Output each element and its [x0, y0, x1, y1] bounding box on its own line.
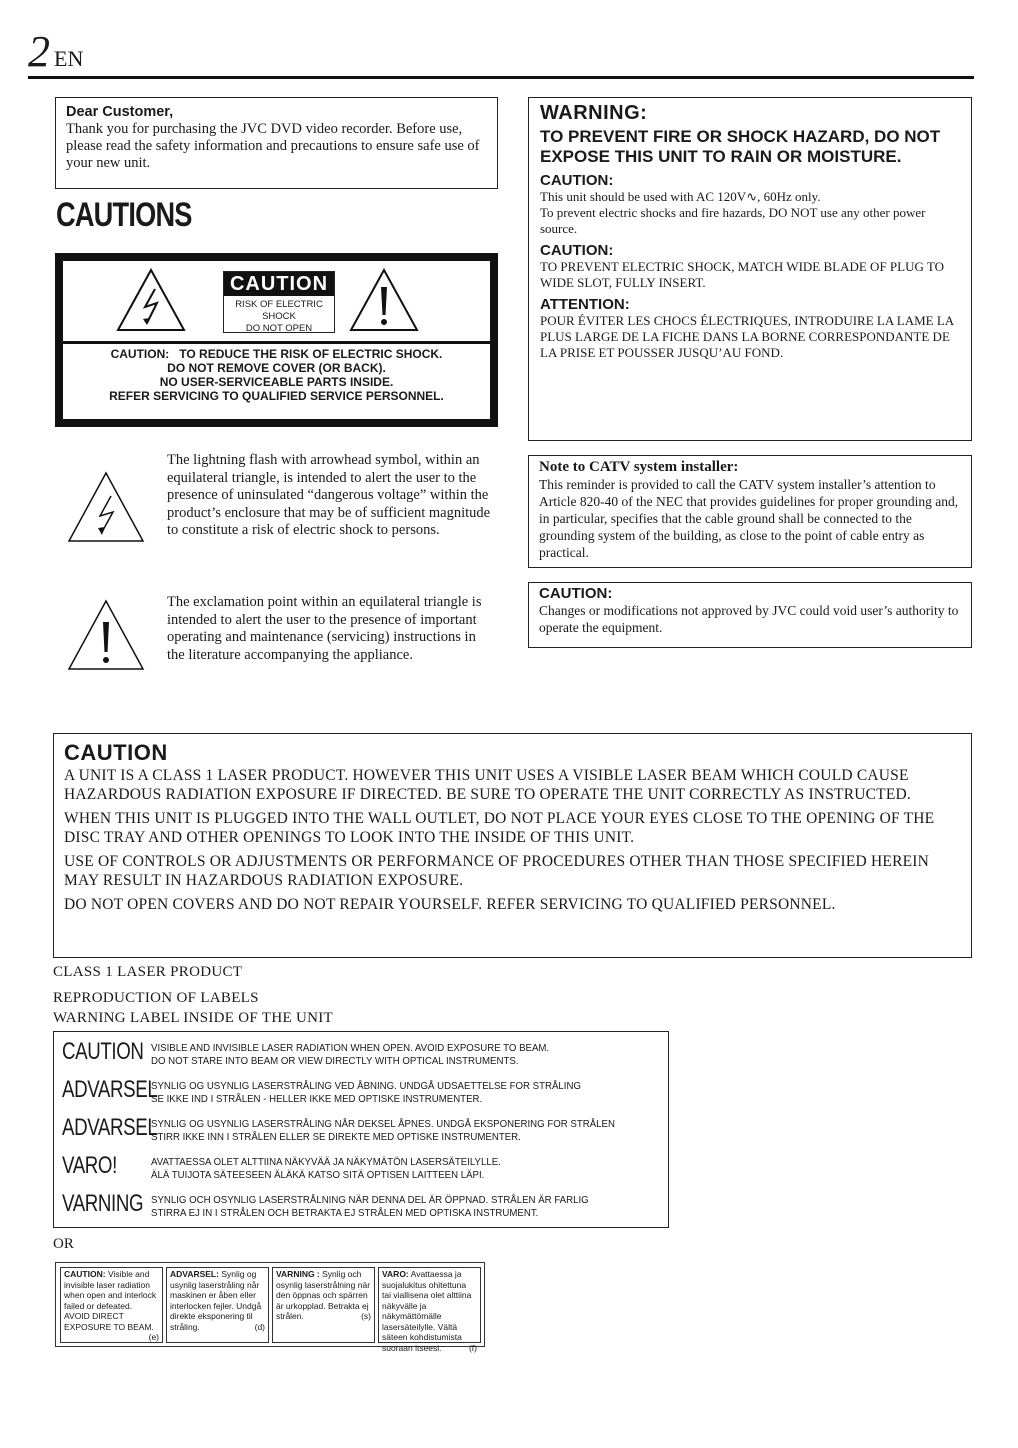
exclamation-symbol-text: The exclamation point within an equilateral triangle is intended to alert the user to the presence of important operating and maintenance (servicing) instructions in the literature accompanying the appliance. [167, 594, 482, 663]
warning-label-word: VARNING [62, 1190, 144, 1217]
compact-label-tag: (f) [468, 1342, 477, 1353]
compact-label-head: CAUTION: [64, 1269, 106, 1279]
laser-caution-p2: WHEN THIS UNIT IS PLUGGED INTO THE WALL OUTLET, DO NOT PLACE YOUR EYES CLOSE TO THE OPENING OF THE DISC TRAY AND OTHER OPENINGS TO LOOK INTO THE INSIDE OF THIS UNIT. [64, 810, 935, 846]
caution-label-line4: REFER SERVICING TO QUALIFIED SERVICE PERSONNEL. [109, 389, 444, 403]
warning-label-line: SYNLIG OG USYNLIG LASERSTRÅLING NÅR DEKSEL ÅPNES. UNDGÅ EKSPONERING FOR STRÅLEN [151, 1118, 615, 1130]
compact-label-body: Avattaessa ja suojalukitus ohitettuna tai viallisena olet alttiina näkyvälle ja näkymättömälle lasersäteilylle. Vältä säteen kohdistumista suoraan itseesi. [382, 1269, 472, 1353]
warning-caution2-text: TO PREVENT ELECTRIC SHOCK, MATCH WIDE BLADE OF PLUG TO WIDE SLOT, FULLY INSERT. [540, 259, 944, 290]
warning-label-word: ADVARSEL [62, 1114, 158, 1141]
warning-caution1-line2: To prevent electric shocks and fire hazards, DO NOT use any other power source. [540, 205, 926, 236]
page-header [28, 27, 974, 79]
page-language: EN [54, 46, 84, 71]
warning-label-line: SE IKKE IND I STRÅLEN - HELLER IKKE MED OPTISKE INSTRUMENTER. [151, 1092, 483, 1105]
compact-label-tag: (e) [148, 1332, 159, 1342]
compact-label-body: Synlig och osynlig laserstrålning när den öppnas och spärren är urkopplad. Betrakta ej strålen. [276, 1269, 371, 1321]
warning-label-reproduction [53, 1031, 669, 1228]
warning-label-row [54, 1150, 668, 1187]
caution-label-line1: TO REDUCE THE RISK OF ELECTRIC SHOCK. [179, 347, 443, 361]
catv-note-box [528, 455, 972, 568]
catv-note-title: Note to CATV system installer: [539, 459, 739, 475]
caution-modification-box [528, 582, 972, 648]
dear-customer-title: Dear Customer, [66, 104, 174, 120]
dear-customer-body: Thank you for purchasing the JVC DVD video recorder. Before use, please read the safety information and precautions to ensure safe use of your new unit. [66, 121, 480, 171]
caution-modification-body: Changes or modifications not approved by JVC could void user’s authority to operate the equipment. [539, 603, 959, 635]
caution-modification-title: CAUTION: [539, 585, 613, 602]
warning-headline: TO PREVENT FIRE OR SHOCK HAZARD, DO NOT EXPOSE THIS UNIT TO RAIN OR MOISTURE. [540, 127, 941, 166]
warning-label-row [54, 1188, 668, 1225]
caution-label-line3: NO USER-SERVICEABLE PARTS INSIDE. [159, 375, 394, 389]
compact-label-head: VARO: [382, 1269, 409, 1279]
warning-label-word: VARO! [62, 1152, 117, 1179]
compact-warning-label [55, 1262, 485, 1353]
warning-label-row [54, 1036, 668, 1073]
warning-label-line: AVATTAESSA OLET ALTTIINA NÄKYVÄÄ JA NÄKYMÄTÖN LASERSÄTEILYLLE. [151, 1156, 501, 1168]
laser-caution-p3: USE OF CONTROLS OR ADJUSTMENTS OR PERFORMANCE OF PROCEDURES OTHER THAN THOSE SPECIFIED HEREIN MAY RESULT IN HAZARDOUS RADIATION EXPOSURE. [64, 853, 930, 889]
warning-caution1-line1: This unit should be used with AC 120V∿, 60Hz only. [540, 189, 821, 204]
caution-plate-text [224, 296, 334, 335]
class-laser-product: CLASS 1 LASER PRODUCT [53, 964, 243, 980]
dear-customer-box [55, 97, 498, 189]
compact-label-body: Visible and invisible laser radiation when open and interlock failed or defeated. AVOID DIRECT EXPOSURE TO BEAM. [64, 1269, 157, 1332]
warning-label-text [151, 1080, 622, 1105]
page-number: 2 [28, 27, 50, 76]
caution-plate-title: CAUTION [224, 272, 334, 296]
laser-caution-title: CAUTION [64, 740, 168, 765]
cautions-heading: CAUTIONS [56, 196, 192, 234]
compact-label-cell [272, 1267, 375, 1343]
caution-plate-line2: DO NOT OPEN [245, 323, 313, 334]
laser-caution-box [53, 733, 972, 958]
compact-label-tag: (s) [361, 1311, 371, 1321]
reproduction-of-labels: REPRODUCTION OF LABELS [53, 990, 259, 1006]
laser-caution-p4: DO NOT OPEN COVERS AND DO NOT REPAIR YOURSELF. REFER SERVICING TO QUALIFIED PERSONNEL. [64, 896, 836, 913]
warning-attention-title: ATTENTION: [540, 296, 630, 313]
exclamation-symbol-icon [66, 598, 146, 672]
warning-label-line: ÄLÄ TUIJOTA SÄTEESEEN ÄLÄKÄ KATSO SITÄ OPTISEN LAITTEEN LÄPI. [151, 1168, 485, 1181]
warning-label-line: DO NOT STARE INTO BEAM OR VIEW DIRECTLY WITH OPTICAL INSTRUMENTS. [151, 1054, 519, 1067]
compact-label-head: VARNING : [276, 1269, 320, 1279]
catv-note-body: This reminder is provided to call the CATV system installer’s attention to Article 820-40 of the NEC that provides guidelines for proper grounding and, in particular, specifies that the cable ground shall be connected to the grounding system of the building, as close to the point of cable entry as practical. [539, 477, 959, 560]
warning-label-line: SYNLIG OG USYNLIG LASERSTRÅLING VED ÅBNING. UNDGÅ UDSAETTELSE FOR STRÅLING [151, 1080, 581, 1092]
laser-caution-p1: A UNIT IS A CLASS 1 LASER PRODUCT. HOWEVER THIS UNIT USES A VISIBLE LASER BEAM WHICH COULD CAUSE HAZARDOUS RADIATION EXPOSURE IF DIRECTED. BE SURE TO OPERATE THE UNIT CORRECTLY AS INSTRUCTED. [64, 767, 911, 803]
caution-plate-line1: RISK OF ELECTRIC SHOCK [235, 299, 323, 322]
warning-box [528, 97, 972, 441]
caution-label-prefix: CAUTION: [110, 347, 170, 361]
warning-caution1-title: CAUTION: [540, 172, 614, 189]
warning-attention-text: POUR ÉVITER LES CHOCS ÉLECTRIQUES, INTRODUIRE LA LAME LA PLUS LARGE DE LA FICHE DANS LA BORNE CORRESPONDANTE DE LA PRISE ET POUSSER JUSQU’AU FOND. [540, 313, 954, 360]
caution-label-line2: DO NOT REMOVE COVER (OR BACK). [167, 361, 386, 375]
warning-label-text [151, 1042, 622, 1067]
warning-label-line: STIRRA EJ IN I STRÅLEN OCH BETRAKTA EJ STRÅLEN MED OPTISKA INSTRUMENT. [151, 1206, 539, 1219]
lightning-triangle-icon [115, 267, 187, 333]
warning-label-text [151, 1194, 622, 1219]
warning-label-word: CAUTION [62, 1038, 144, 1065]
exclamation-triangle-icon [348, 267, 420, 333]
compact-label-cell [378, 1267, 481, 1353]
warning-title: WARNING: [540, 102, 648, 124]
warning-label-row [54, 1074, 668, 1111]
caution-plate [223, 271, 335, 333]
compact-label-cell [60, 1267, 163, 1343]
warning-label-text [151, 1156, 622, 1181]
warning-label-line: STIRR IKKE INN I STRÅLEN ELLER SE DIREKTE MED OPTISKE INSTRUMENTER. [151, 1130, 521, 1143]
warning-caution2-title: CAUTION: [540, 242, 614, 259]
compact-label-tag: (d) [254, 1321, 265, 1332]
caution-label [55, 253, 498, 427]
warning-label-inside: WARNING LABEL INSIDE OF THE UNIT [53, 1010, 333, 1026]
or-label: OR [53, 1236, 74, 1252]
warning-label-text [151, 1118, 622, 1143]
warning-label-word: ADVARSEL [62, 1076, 158, 1103]
caution-label-symbols [63, 261, 490, 341]
warning-label-row [54, 1112, 668, 1149]
warning-label-line: VISIBLE AND INVISIBLE LASER RADIATION WHEN OPEN. AVOID EXPOSURE TO BEAM. [151, 1042, 550, 1054]
compact-label-cell [166, 1267, 269, 1343]
compact-label-head: ADVARSEL: [170, 1269, 219, 1279]
lightning-symbol-text: The lightning flash with arrowhead symbol, within an equilateral triangle, is intended to alert the user to the presence of uninsulated “dangerous voltage” within the product’s enclosure that may be of sufficient magnitude to constitute a risk of electric shock to persons. [167, 452, 491, 538]
compact-label-body: Synlig og usynlig laserstråling når maskinen er åben eller interlocken fejler. Undgå direkte eksponering til stråling. [170, 1269, 262, 1332]
caution-label-text [63, 344, 490, 419]
lightning-symbol-icon [66, 470, 146, 544]
warning-label-line: SYNLIG OCH OSYNLIG LASERSTRÅLNING NÄR DENNA DEL ÄR ÖPPNAD. STRÅLEN ÄR FARLIG [151, 1194, 589, 1206]
